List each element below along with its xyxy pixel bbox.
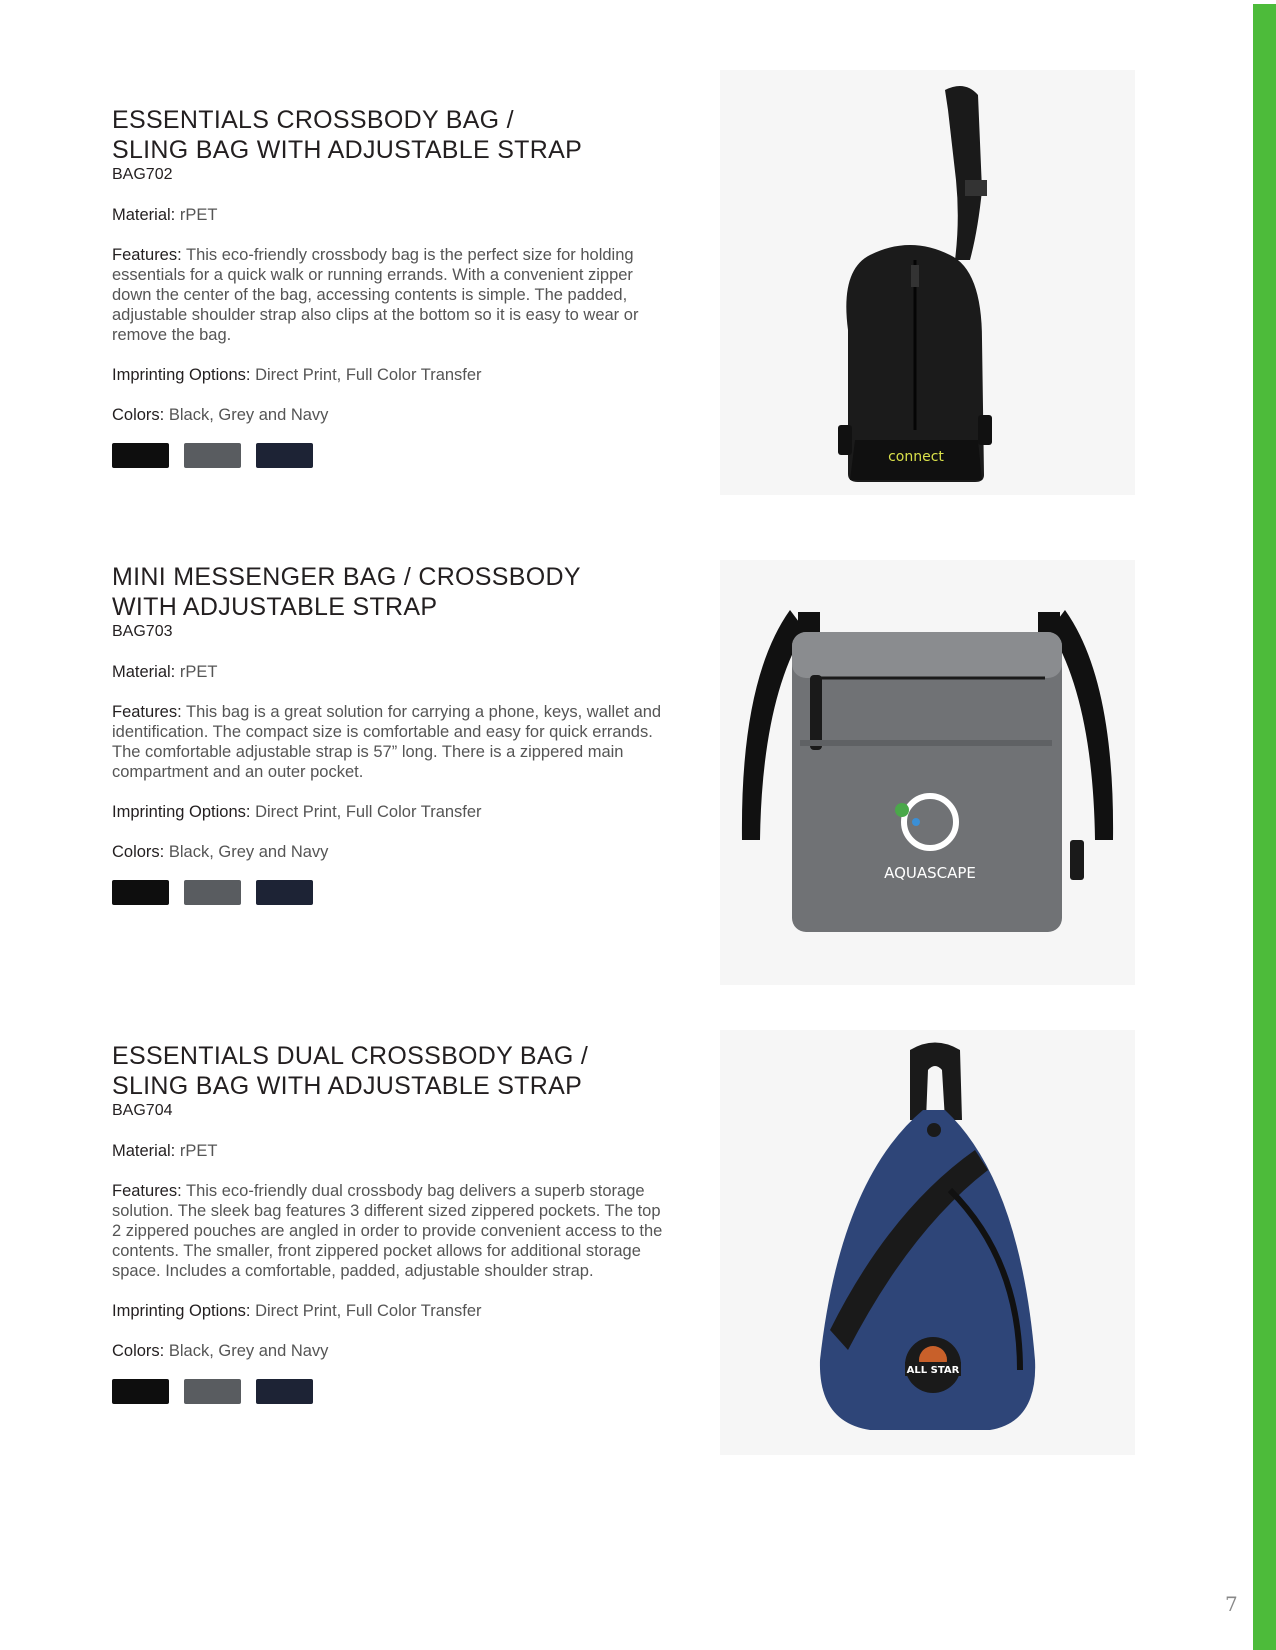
connect-logo: connect [888,449,944,465]
imprinting-line: Imprinting Options: Direct Print, Full Color Transfer [112,1302,482,1320]
accent-sidebar-bar [1253,4,1276,1650]
color-swatches [112,1379,672,1404]
features-paragraph: Features: This eco-friendly dual crossbody bag delivers a superb storage solution. The sleek bag features 3 different sized zippered pockets. The top 2 zippered pouches are angled in order to provide convenient access to the contents. The smaller, front zippered pocket allows for additional storage space. Includes a comfortable, padded, adjustable shoulder strap. [112,1182,663,1280]
swatch-navy [256,1379,313,1404]
imprinting-line: Imprinting Options: Direct Print, Full Color Transfer [112,366,482,384]
material-line: Material: rPET [112,1142,218,1160]
product-sku: BAG704 [112,1102,173,1119]
aquascape-logo: AQUASCAPE [884,864,976,882]
product-title: MINI MESSENGER BAG / CROSSBODY WITH ADJUSTABLE STRAP [112,563,581,621]
product-sku: BAG702 [112,166,173,183]
imprinting-line: Imprinting Options: Direct Print, Full Color Transfer [112,803,482,821]
colors-line: Colors: Black, Grey and Navy [112,1342,329,1360]
colors-line: Colors: Black, Grey and Navy [112,843,329,861]
color-swatches [112,443,672,468]
page-number: 7 [1225,1592,1238,1616]
product-title: ESSENTIALS CROSSBODY BAG / SLING BAG WITH ADJUSTABLE STRAP [112,106,583,164]
swatch-black [112,443,169,468]
all-star-logo: ALL STAR [906,1365,960,1376]
product-bag703 [112,562,672,905]
product-sku: BAG703 [112,623,173,640]
product-bag702 [112,105,672,468]
features-paragraph: Features: This eco-friendly crossbody bag is the perfect size for holding essentials for a quick walk or running errands. With a convenient zipper down the center of the bag, accessing contents is simple. The padded, adjustable shoulder strap also clips at the bottom so it is easy to wear or remove the bag. [112,246,639,344]
features-paragraph: Features: This bag is a great solution for carrying a phone, keys, wallet and identification. The compact size is comfortable and easy for quick errands. The comfortable adjustable strap is 57” long. There is a zippered main compartment and an outer pocket. [112,703,662,781]
product-photo-messenger-bag [720,560,1135,985]
product-bag704 [112,1041,672,1404]
swatch-navy [256,443,313,468]
swatch-black [112,880,169,905]
swatch-grey [184,443,241,468]
material-line: Material: rPET [112,663,218,681]
material-line: Material: rPET [112,206,218,224]
color-swatches [112,880,672,905]
colors-line: Colors: Black, Grey and Navy [112,406,329,424]
swatch-grey [184,1379,241,1404]
swatch-grey [184,880,241,905]
swatch-black [112,1379,169,1404]
product-title: ESSENTIALS DUAL CROSSBODY BAG / SLING BAG WITH ADJUSTABLE STRAP [112,1042,589,1100]
product-photo-sling-bag [720,70,1135,495]
product-photo-dual-sling-bag [720,1030,1135,1455]
swatch-navy [256,880,313,905]
